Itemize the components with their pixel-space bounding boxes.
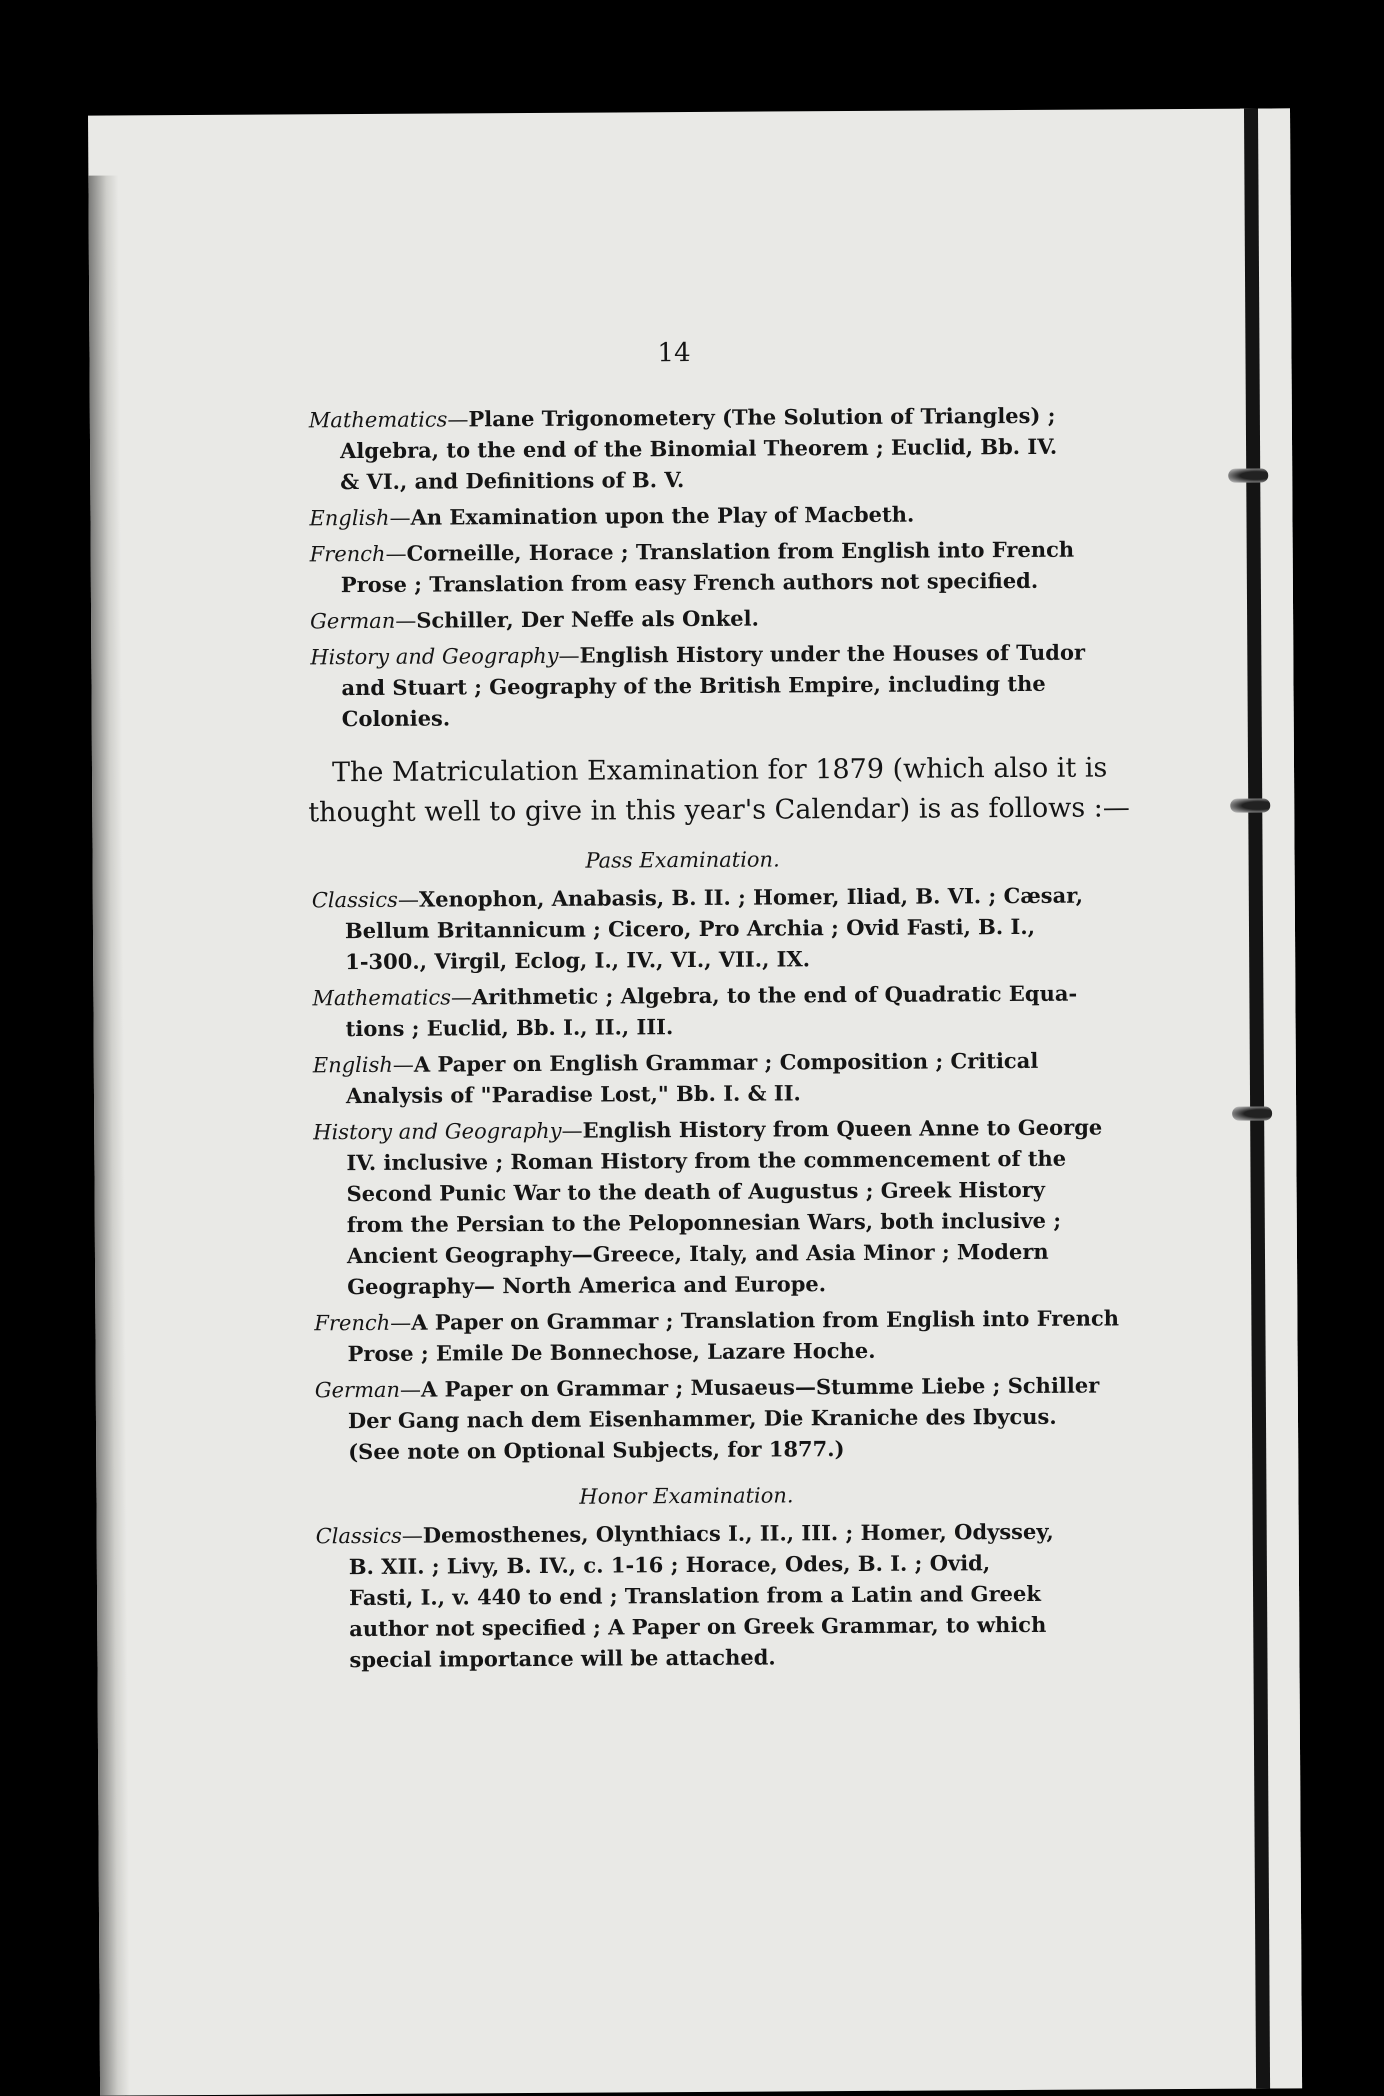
subject-label: German [314, 1377, 401, 1403]
honor-examination-heading: Honor Examination. [579, 1483, 794, 1509]
subject-label: History and Geography [313, 1118, 562, 1145]
page-number: 14 [657, 337, 691, 369]
binding-tab [1232, 1106, 1272, 1120]
entry-line: Arithmetic ; Algebra, to the end of Quadratic Equa- [471, 980, 1078, 1010]
book-page [88, 108, 1302, 2095]
entry-line: Prose ; Emile De Bonnechose, Lazare Hoche. [347, 1337, 876, 1367]
entry-line: English History under the Houses of Tudor [579, 639, 1086, 668]
subject-label: German [310, 608, 396, 634]
binding-tab [1230, 798, 1270, 812]
entry-english-1878: English—An Examination upon the Play of Macbeth. [309, 501, 915, 531]
pass-examination-heading: Pass Examination. [585, 847, 780, 873]
entry-line: Colonies. [341, 705, 451, 732]
entry-line: IV. inclusive ; Roman History from the commencement of the [346, 1145, 1067, 1176]
entry-german-pass: German—A Paper on Grammar ; Musaeus—Stumme Liebe ; Schiller [314, 1372, 1100, 1403]
entry-english-pass: English—A Paper on English Grammar ; Composition ; Critical [312, 1047, 1039, 1078]
entry-mathematics-pass: Mathematics—Arithmetic ; Algebra, to the end of Quadratic Equa- [312, 980, 1078, 1011]
entry-french-1878: French—Corneille, Horace ; Translation from English into French [309, 536, 1075, 567]
subject-label: English [312, 1052, 393, 1078]
entry-line: (See note on Optional Subjects, for 1877.) [348, 1436, 845, 1465]
entry-mathematics-1878: Mathematics—Plane Trigonometery (The Solution of Triangles) ; [308, 402, 1056, 433]
subject-label: English [309, 505, 390, 531]
subject-label: Mathematics [312, 985, 452, 1011]
entry-line: Algebra, to the end of the Binomial Theorem ; Euclid, Bb. IV. [339, 433, 1058, 464]
subject-label: Classics [315, 1523, 402, 1549]
entry-line: An Examination upon the Play of Macbeth. [410, 501, 915, 530]
intro-line: thought well to give in this year's Calendar) is as follows :— [308, 792, 1130, 829]
entry-line: Second Punic War to the death of Augustus ; Greek History [346, 1176, 1046, 1207]
subject-label: French [314, 1310, 391, 1336]
entry-classics-honor: Classics—Demosthenes, Olynthiacs I., II., III. ; Homer, Odyssey, [315, 1518, 1054, 1549]
entry-line: A Paper on Grammar ; Musaeus—Stumme Liebe ; Schiller [420, 1372, 1100, 1402]
entry-line: Plane Trigonometery (The Solution of Triangles) ; [468, 402, 1056, 432]
entry-line: Xenophon, Anabasis, B. II. ; Homer, Iliad, B. VI. ; Cæsar, [418, 882, 1084, 912]
entry-line: & VI., and Definitions of B. V. [340, 467, 685, 495]
entry-line: 1-300., Virgil, Eclog, I., IV., VI., VII., IX. [345, 946, 811, 975]
intro-line: The Matriculation Examination for 1879 (which also it is [331, 752, 1108, 789]
entry-classics-pass: Classics—Xenophon, Anabasis, B. II. ; Homer, Iliad, B. VI. ; Cæsar, [311, 882, 1084, 913]
entry-line: Schiller, Der Neffe als Onkel. [416, 605, 759, 633]
entry-history-1878: History and Geography—English History under the Houses of Tudor [310, 639, 1086, 670]
entry-line: author not specified ; A Paper on Greek Grammar, to which [349, 1611, 1047, 1642]
entry-line: B. XII. ; Livy, B. IV., c. 1-16 ; Horace, Odes, B. I. ; Ovid, [348, 1550, 991, 1580]
entry-line: Prose ; Translation from easy French authors not specified. [340, 567, 1039, 598]
entry-line: special importance will be attached. [349, 1644, 776, 1673]
entry-line: and Stuart ; Geography of the British Empire, including the [341, 670, 1046, 701]
entry-line: Geography— North America and Europe. [347, 1271, 827, 1300]
entry-line: Der Gang nach dem Eisenhammer, Die Kraniche des Ibycus. [347, 1403, 1057, 1434]
binding-tab [1228, 468, 1268, 482]
entry-line: Demosthenes, Olynthiacs I., II., III. ; Homer, Odyssey, [422, 1518, 1054, 1548]
entry-line: A Paper on English Grammar ; Composition ; Critical [413, 1047, 1039, 1077]
entry-line: Corneille, Horace ; Translation from English into French [406, 536, 1075, 566]
entry-history-pass: History and Geography—English History from Queen Anne to George [313, 1114, 1103, 1145]
entry-line: Fasti, I., v. 440 to end ; Translation from a Latin and Greek [348, 1580, 1041, 1611]
entry-line: Analysis of "Paradise Lost," Bb. I. & II. [345, 1080, 801, 1109]
entry-line: Bellum Britannicum ; Cicero, Pro Archia ; Ovid Fasti, B. I., [344, 913, 1036, 944]
entry-line: from the Persian to the Peloponnesian Wars, both inclusive ; [346, 1207, 1062, 1238]
page-left-edge [88, 175, 130, 2095]
entry-line: A Paper on Grammar ; Translation from English into French [411, 1305, 1120, 1335]
subject-label: Classics [311, 887, 399, 913]
entry-french-pass: French—A Paper on Grammar ; Translation from English into French [314, 1305, 1120, 1336]
subject-label: History and Geography [310, 643, 559, 670]
subject-label: French [309, 541, 386, 567]
entry-line: tions ; Euclid, Bb. I., II., III. [345, 1014, 674, 1042]
subject-label: Mathematics [308, 407, 448, 433]
entry-german-1878: German—Schiller, Der Neffe als Onkel. [310, 605, 759, 634]
entry-line: Ancient Geography—Greece, Italy, and Asia Minor ; Modern [346, 1238, 1049, 1269]
entry-line: English History from Queen Anne to George [582, 1114, 1103, 1143]
